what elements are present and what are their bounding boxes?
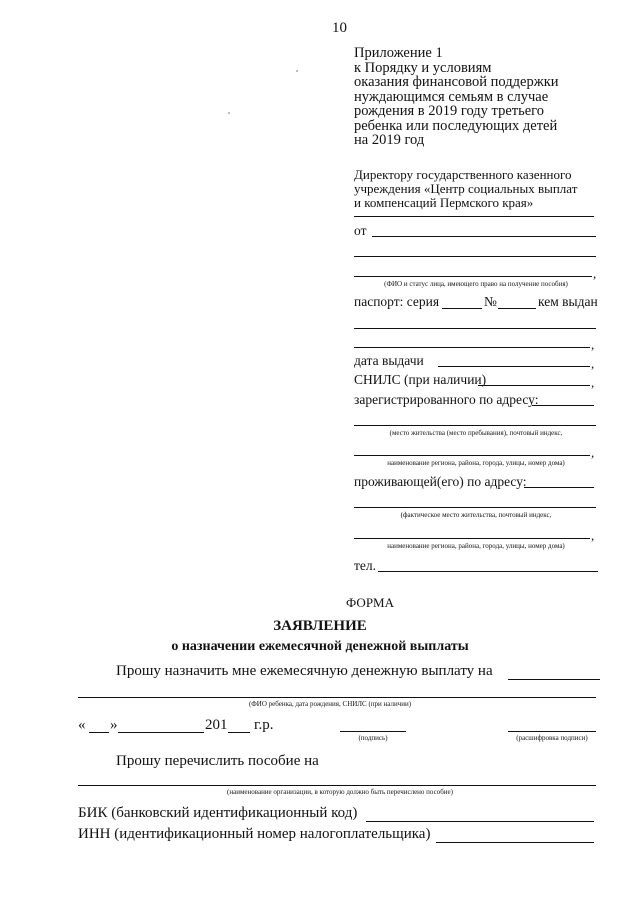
- phone-field[interactable]: [378, 571, 598, 572]
- addressee-line: Директору государственного казенного: [354, 167, 572, 182]
- blank-line[interactable]: [354, 538, 590, 539]
- decryption-field[interactable]: [508, 731, 596, 732]
- issued-by-label: кем выдан: [538, 294, 598, 309]
- living-address-field[interactable]: [524, 487, 594, 488]
- bik-label: БИК (банковский идентификационный код): [78, 805, 358, 821]
- blank-line[interactable]: [354, 256, 596, 257]
- issue-date-label: дата выдачи: [354, 353, 424, 368]
- year-prefix: 201: [205, 717, 228, 733]
- transfer-text: Прошу перечислить пособие на: [116, 753, 319, 769]
- inn-field[interactable]: [436, 842, 594, 843]
- residence-caption: (место жительства (место пребывания), почтовый индекс,: [389, 429, 563, 437]
- blank-line[interactable]: [354, 216, 594, 217]
- month-field[interactable]: [118, 732, 204, 733]
- blank-line[interactable]: [354, 347, 590, 348]
- document-title: ЗАЯВЛЕНИЕ: [273, 618, 367, 634]
- appendix-line: нуждающимся семьям в случае: [354, 88, 549, 105]
- page-number: 10: [332, 20, 347, 36]
- appendix-line: рождения в 2019 году третьего: [354, 103, 544, 119]
- quote-open: «: [78, 717, 86, 733]
- phone-label: тел.: [354, 558, 377, 573]
- blank-line[interactable]: [354, 507, 596, 508]
- actual-residence-caption: (фактическое место жительства, почтовый индекс,: [400, 511, 552, 519]
- request-text: Прошу назначить мне ежемесячную денежную выплату на: [116, 663, 493, 679]
- registered-address-field[interactable]: [532, 405, 594, 406]
- appendix-line: на 2019 год: [354, 132, 425, 148]
- appendix-line: оказания финансовой поддержки: [354, 74, 559, 90]
- blank-line[interactable]: [354, 455, 590, 456]
- issue-date-field[interactable]: [438, 366, 590, 367]
- inn-label: ИНН (идентификационный номер налогоплательщика): [78, 826, 431, 842]
- blank-line[interactable]: [354, 425, 596, 426]
- snils-field[interactable]: [478, 385, 590, 386]
- appendix-line: к Порядку и условиям: [354, 59, 492, 76]
- year-suffix: г.р.: [254, 717, 274, 733]
- addressee-line: учреждения «Центр социальных выплат: [354, 181, 578, 196]
- child-info-caption: (ФИО ребенка, дата рождения, СНИЛС (при наличии): [248, 700, 412, 708]
- addressee-line: и компенсаций Пермского края»: [354, 195, 534, 210]
- scan-speck: [228, 112, 230, 114]
- addressee-block: [354, 168, 577, 210]
- registered-address-label: зарегистрированного по адресу:: [354, 392, 539, 407]
- appendix-line: ребенка или последующих детей: [354, 117, 558, 134]
- issued-by-field[interactable]: [354, 328, 596, 329]
- document-subtitle: о назначении ежемесячной денежной выплаты: [171, 639, 469, 654]
- from-field[interactable]: [372, 236, 596, 237]
- decryption-caption: (расшифровка подписи): [516, 734, 588, 742]
- year-field[interactable]: [228, 732, 250, 733]
- signature-field[interactable]: [340, 731, 406, 732]
- appendix-heading: [354, 46, 559, 148]
- fio-caption: (ФИО и статус лица, имеющего право на получение пособия): [384, 280, 568, 288]
- appendix-line: Приложение 1: [354, 45, 443, 61]
- living-address-label: проживающей(его) по адресу:: [354, 474, 527, 489]
- request-field[interactable]: [508, 679, 600, 680]
- organization-field[interactable]: [78, 785, 596, 786]
- form-label: ФОРМА: [346, 595, 394, 610]
- blank-line[interactable]: [354, 276, 592, 277]
- snils-label: СНИЛС (при наличии): [354, 372, 487, 387]
- passport-number-label: №: [484, 294, 497, 309]
- passport-number-field[interactable]: [498, 308, 536, 309]
- passport-series-label: паспорт: серия: [354, 294, 440, 309]
- signature-caption: (подпись): [358, 734, 388, 742]
- from-label: от: [354, 223, 367, 238]
- child-info-field[interactable]: [78, 697, 596, 698]
- organization-caption: (наименование организации, в которую должно быть перечислено пособие): [227, 788, 453, 796]
- region-caption-2: наименование региона, района, города, улицы, номер дома): [387, 542, 565, 550]
- quote-close: »: [110, 717, 118, 733]
- scan-speck: [296, 70, 298, 72]
- passport-series-field[interactable]: [442, 308, 482, 309]
- day-field[interactable]: [89, 732, 109, 733]
- region-caption: наименование региона, района, города, улицы, номер дома): [387, 459, 565, 467]
- bik-field[interactable]: [366, 821, 594, 822]
